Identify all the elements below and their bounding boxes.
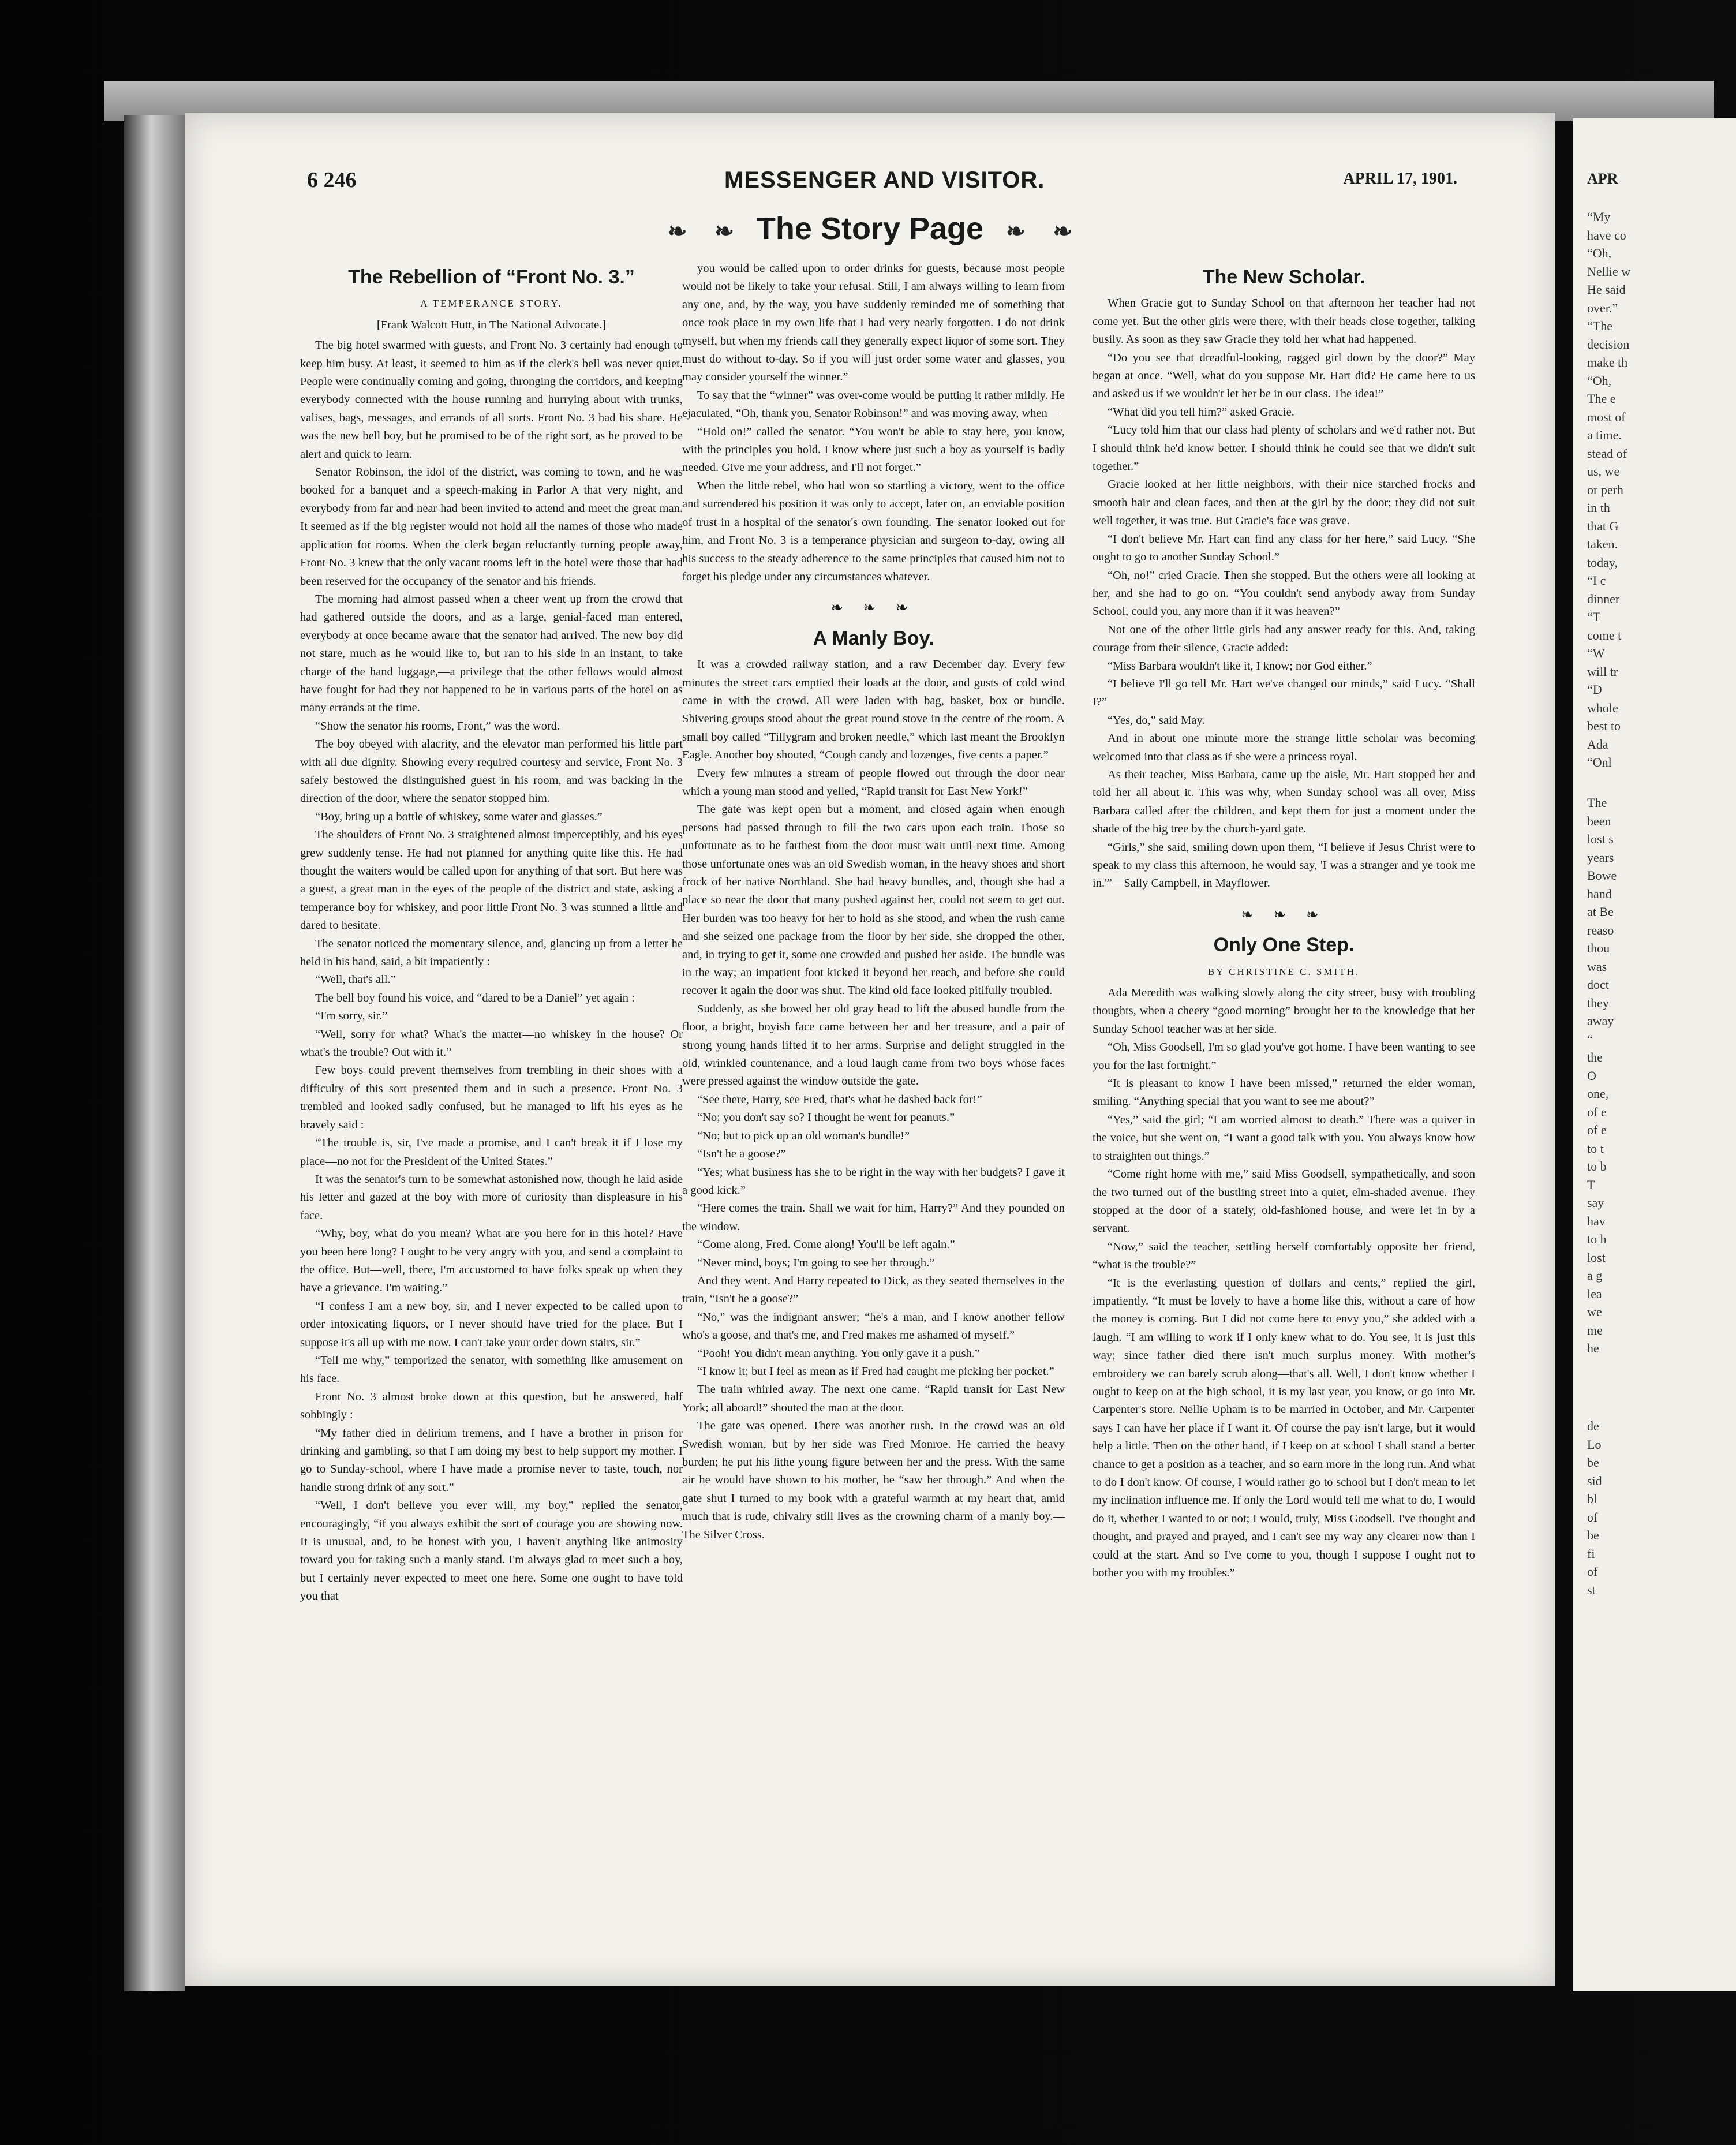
article-subheading: A TEMPERANCE STORY. bbox=[420, 298, 563, 309]
article-body bbox=[1093, 294, 1475, 892]
paragraph: It was a crowded railway station, and a raw December day. Every few minutes the street cars emptied their loads at the door, and gusts of cold wind came in with the crowd. All were laden with bag, basket, box or bundle. Shivering groups stood about the great round stove in the centre of the room. A small boy called “Tillygram and broken needle,” which last meant the Brooklyn Eagle. Another boy shouted, “Cough candy and lozenges, five cents a paper.” bbox=[682, 658, 1065, 762]
paragraph: “I know it; but I feel as mean as if Fred had caught me picking her pocket.” bbox=[697, 1365, 1054, 1378]
paragraph: Gracie looked at her little neighbors, with their nice starched frocks and smooth hair and clean faces, and then at the girl by the door; they did not suit well together, it was true. But Gracie's face was grave. bbox=[1093, 478, 1475, 528]
issue-date: APRIL 17, 1901. bbox=[1343, 170, 1457, 188]
facing-page-text: de Lo be sid bl of be fi of st bbox=[1587, 1419, 1602, 1597]
paragraph: “Well, sorry for what? What's the matter—no whiskey in the house? Or what's the trouble? Out with it.” bbox=[300, 1027, 683, 1059]
paragraph: “Show the senator his rooms, Front,” was the word. bbox=[315, 719, 560, 733]
paragraph: “Why, boy, what do you mean? What are you here for in this hotel? Have you been here long? I ought to be very angry with you, and send a complaint to the office. But—well, there, I'm accustomed to have folks speak up when they have a grievance. I'm waiting.” bbox=[300, 1227, 683, 1295]
masthead bbox=[185, 167, 1555, 196]
article-heading: The New Scholar. bbox=[1202, 266, 1365, 288]
paragraph: “Come along, Fred. Come along! You'll be left again.” bbox=[697, 1238, 955, 1251]
paragraph: The senator noticed the momentary silence, and, glancing up from a letter he held in his hand, said, a bit impatiently : bbox=[300, 937, 683, 969]
paragraph: “Oh, Miss Goodsell, I'm so glad you've got home. I have been wanting to see you for the last fortnight.” bbox=[1093, 1041, 1475, 1072]
paragraph: “It is the everlasting question of dollars and cents,” replied the girl, impatiently. “It must be lovely to have a home like this, without a care of how the money is coming. But I did not come here to envy you,” she added with a laugh. “I am willing to work if I only knew what to do. You see, it is just this way; since father died there isn't much surplus money. With mother's embroidery we can barely scrub along—that's all. Well, I don't know whether I ought to keep on at the high school, it is my last year, you know, or go into Mr. Carpenter's store. Nellie Upham is to be married in October, and Mr. Carpenter says I can have her place if I want it. Of course the pay isn't large, but it would help a little. Then on the other hand, if I keep on at school I shall stand a better chance to get a position as a teacher, and so earn more in the long run. And what to do I don't know. Of course, I would rather go to school but I don't mean to let my inclination influence me. If only the Lord would tell me what to do, I would do it, whether I wanted to or not; I would, truly, Miss Goodsell. I've thought and thought, and prayed and prayed, and I can't see my way any clearer now than I could at the start. And so I've come to you, though I suppose I ought not to bother you with my troubles.” bbox=[1093, 1276, 1475, 1580]
paragraph: “Now,” said the teacher, settling herself comfortably opposite her friend, “what is the trouble?” bbox=[1093, 1240, 1475, 1272]
section-title bbox=[185, 211, 1555, 246]
paragraph: Senator Robinson, the idol of the district, was coming to town, and he was booked for a banquet and a speech-making in Parlor A that very night, and everybody from far and near had been invited to attend and meet the great man. It seemed as if the big register would not hold all the names of those who made application for rooms. When the clerk began reluctantly turning people away, Front No. 3 knew that the only vacant rooms left in the hotel were those that had been reserved for the occupancy of the senator and his friends. bbox=[300, 466, 683, 588]
paragraph: “What did you tell him?” asked Gracie. bbox=[1108, 405, 1294, 418]
column-3 bbox=[1093, 268, 1475, 1582]
paragraph: Suddenly, as she bowed her old gray head to lift the abused bundle from the floor, a bright, boyish face came between her and her treasure, and a pair of strong young hands lifted it to her arms. Surprise and delight struggled in the old, wrinkled countenance, and a loud laugh came from two boys whose faces were pressed against the window outside the gate. bbox=[682, 1002, 1065, 1088]
paragraph: The big hotel swarmed with guests, and Front No. 3 certainly had enough to keep him busy. At least, it seemed to him as if the clerk's bell was never quiet. People were continually coming and going, thronging the corridors, and keeping everybody connected with the house running and hurrying about with trunks, valises, bags, messages, and errands of all sorts. Front No. 3 had his share. He was the new bell boy, but he promised to be of the right sort, as he proved to be alert and quick to learn. bbox=[300, 339, 683, 461]
paragraph: The bell boy found his voice, and “dared to be a Daniel” yet again : bbox=[315, 991, 635, 1004]
paragraph: Ada Meredith was walking slowly along the city street, busy with troubling thoughts, when a cheery “good morning” brought her to the knowledge that her Sunday School teacher was at her side. bbox=[1093, 986, 1475, 1036]
paragraph: To say that the “winner” was over-come would be putting it rather mildly. He ejaculated, “Oh, thank you, Senator Robinson!” and was moving away, when— bbox=[682, 388, 1065, 420]
article-body bbox=[300, 337, 683, 1605]
paragraph: “I'm sorry, sir.” bbox=[315, 1010, 388, 1023]
facing-page-edge bbox=[1573, 118, 1736, 1991]
paragraph: “Girls,” she said, smiling down upon them, “I believe if Jesus Christ were to speak to my class this afternoon, he would say, 'I was a stranger and ye took me in.'”—Sally Campbell, in Mayflower. bbox=[1093, 840, 1475, 890]
newspaper-page bbox=[185, 113, 1555, 1986]
paragraph: “Miss Barbara wouldn't like it, I know; nor God either.” bbox=[1108, 659, 1372, 672]
separator-ornament: ❧ ❧ ❧ bbox=[830, 599, 916, 616]
separator-ornament: ❧ ❧ ❧ bbox=[1241, 906, 1327, 923]
paragraph: “Isn't he a goose?” bbox=[697, 1148, 786, 1161]
column-1 bbox=[300, 268, 683, 1606]
paragraph: “Lucy told him that our class had plenty of scholars and we'd rather not. But I should think he'd know better. I should think he could see that we didn't suit together.” bbox=[1093, 424, 1475, 473]
paragraph: “It is pleasant to know I have been missed,” returned the elder woman, smiling. “Anything special that you want to see me about?” bbox=[1093, 1077, 1475, 1108]
paragraph: “Yes,” said the girl; “I am worried almost to death.” There was a quiver in the voice, but she went on, “I want a good talk with you. You always know how to straighten out things.” bbox=[1093, 1113, 1475, 1163]
paragraph: The shoulders of Front No. 3 straightened almost imperceptibly, and his eyes grew suddenly tense. He had not planned for anything quite like this. He had thought the waiters would be called upon for anything of that sort. But here was a guest, a great man in the eyes of the people of the district and state, asking a temperance boy for whiskey, and poor little Front No. 3 was stunned a little and dared to hesitate. bbox=[300, 828, 683, 932]
article-source: [Frank Walcott Hutt, in The National Advocate.] bbox=[376, 318, 607, 331]
paragraph: “I confess I am a new boy, sir, and I never expected to be called upon to order intoxicating liquors, or I never should have tried for the place. But I suppose it's all up with me now. I can't take your order down stairs, sir.” bbox=[300, 1299, 683, 1349]
paragraph: “I believe I'll go tell Mr. Hart we've changed our minds,” said Lucy. “Shall I?” bbox=[1093, 677, 1475, 709]
article-continuation bbox=[682, 260, 1065, 586]
paragraph: “Come right home with me,” said Miss Goodsell, sympathetically, and soon the two turned out of the bustling street into a quiet, elm-shaded avenue. They stopped at the door of a stately, old-fashioned house, and were let in by a servant. bbox=[1093, 1168, 1475, 1235]
paragraph: “Do you see that dreadful-looking, ragged girl down by the door?” May began at once. “Well, what do you suppose Mr. Hart did? He came here to us and asked us if we wouldn't let her be in our class. The idea!” bbox=[1093, 351, 1475, 401]
article-body bbox=[682, 656, 1065, 1544]
leaf-ornament-icon: ❧ bbox=[1053, 219, 1073, 244]
paragraph: The gate was opened. There was another rush. In the crowd was an old Swedish woman, but by her side was Fred Monroe. He carried the heavy burden; he put his lithe young figure between her and the press. With the same air he would have shown to his mother, he “saw her through.” And when the gate shut I turned to my book with a grateful warmth at my heart that, amid much that is rude, chivalry still lives as the crowning charm of a manly boy.—The Silver Cross. bbox=[682, 1419, 1065, 1541]
section-title-text: The Story Page bbox=[756, 211, 984, 246]
paragraph: “My father died in delirium tremens, and I have a brother in prison for drinking and gambling, so that I am doing my best to help support my mother. I go to Sunday-school, where I have made a promise never to taste, touch, nor handle strong drink of any sort.” bbox=[300, 1426, 683, 1494]
facing-page-text: The been lost s years Bowe hand at Be reaso thou was doct they away “ the O one, of e of e to t to b T say hav to h lost a g lea we me he bbox=[1587, 795, 1617, 1355]
paragraph: you would be called upon to order drinks for guests, because most people would not be likely to take your refusal. Still, I am always willing to learn from any one, and, by the way, you have suddenly reminded me of something that once took place in my own life that I had very nearly forgotten. I do not drink myself, but when my friends call they generally expect liquor of some sort. They must do without to-day. So if you will just order some water and glasses, you may consider yourself the winner.” bbox=[682, 262, 1065, 384]
paragraph: “Oh, no!” cried Gracie. Then she stopped. But the others were all looking at her, and she had to go on. “You couldn't send anybody away from Sunday School, could you, any more than if it was heaven?” bbox=[1093, 569, 1475, 618]
paragraph: “See there, Harry, see Fred, that's what he dashed back for!” bbox=[697, 1093, 982, 1106]
newspaper-title: MESSENGER AND VISITOR. bbox=[724, 167, 1045, 193]
paragraph: “No; but to pick up an old woman's bundle!” bbox=[697, 1129, 910, 1142]
paragraph: And in about one minute more the strange little scholar was becoming welcomed into that class as if she were a princess royal. bbox=[1093, 732, 1475, 763]
article-heading: A Manly Boy. bbox=[813, 627, 934, 649]
paragraph: “Well, I don't believe you ever will, my boy,” replied the senator, encouragingly, “if you always exhibit the sort of courage you are showing now. It is unusual, and, to be honest with you, I haven't anything like animosity toward you for taking such a manly stand. I'm always glad to meet such a boy, but I certainly never expected to meet one here. Some one ought to have told you that bbox=[300, 1499, 683, 1603]
paragraph: Few boys could prevent themselves from trembling in their shoes with a difficulty of this sort presented them and in such a presence. Front No. 3 trembled and looked sadly confused, but he managed to lift his eyes as he bravely said : bbox=[300, 1064, 683, 1131]
paragraph: “Here comes the train. Shall we wait for him, Harry?” And they pounded on the window. bbox=[682, 1202, 1065, 1233]
paragraph: “No; you don't say so? I thought he went for peanuts.” bbox=[697, 1111, 955, 1124]
paragraph: Every few minutes a stream of people flowed out through the door near which a young man stood and yelled, “Rapid transit for East New York!” bbox=[682, 767, 1065, 798]
paragraph: Not one of the other little girls had any answer ready for this. And, taking courage from their silence, Gracie added: bbox=[1093, 623, 1475, 655]
article-heading: The Rebellion of “Front No. 3.” bbox=[348, 266, 635, 288]
paragraph: The gate was kept open but a moment, and closed again when enough persons had passed through to fill the two cars upon each train. Those so unfortunate as to be farthest from the door must wait until next time. Among those unfortunate ones was an old Swedish woman, in the heavy shoes and short frock of her native Northland. She had heavy bundles, and, though she had a place so near the door that many pushed against her, could not seem to get out. Her burden was too heavy for her to hold as she stood, and when the rush came and she seized one package from the floor by her side, she dropped the other, and, in trying to get it, some one crowded and pushed her aside. The bundle was in the way; an impatient foot kicked it beyond her reach, and before she could recover it again the door was shut. The kind old face looked pitifully troubled. bbox=[682, 803, 1065, 997]
paragraph: “Hold on!” called the senator. “You won't be able to stay here, you know, with the principles you hold. I know where just such a boy as yourself is badly needed. Give me your address, and I'll not forget.” bbox=[682, 425, 1065, 474]
paragraph: The boy obeyed with alacrity, and the elevator man performed his little part with all due dignity. Showing every required courtesy and service, Front No. 3 safely bestowed the distinguished guest in his room, and was backing in the direction of the door, where the senator stopped him. bbox=[300, 738, 683, 805]
facing-page-text: “My have co “Oh, Nellie w He said over.” “The decision make th “Oh, The e most of a time. stead of us, we or perh in th that G taken. today, “I c dinner “T come t “W will tr “D whole best to Ada “Onl bbox=[1587, 210, 1631, 769]
paragraph: “Yes; what business has she to be right in the way with her budgets? I gave it a good kick.” bbox=[682, 1165, 1065, 1197]
article-body bbox=[1093, 984, 1475, 1582]
paragraph: “Boy, bring up a bottle of whiskey, some water and glasses.” bbox=[315, 810, 603, 823]
paragraph: “Well, that's all.” bbox=[315, 973, 396, 986]
book-spine bbox=[124, 115, 185, 1991]
leaf-ornament-icon: ❧ bbox=[667, 219, 687, 244]
paragraph: The train whirled away. The next one came. “Rapid transit for East New York; all aboard!” shouted the man at the door. bbox=[682, 1383, 1065, 1414]
paragraph: “I don't believe Mr. Hart can find any class for her here,” said Lucy. “She ought to go to another Sunday School.” bbox=[1093, 532, 1475, 564]
paragraph: When the little rebel, who had won so startling a victory, went to the office and surrendered his position it was only to accept, later on, an enviable position of trust in a hospital of the senator's own founding. The senator looked out for him, and Front No. 3 is a temperance physician and surgeon to-day, owing all his success to the steady adherence to the same principles that caused him not to forget his pledge under any circumstances whatever. bbox=[682, 479, 1065, 583]
paragraph: “Tell me why,” temporized the senator, with something like amusement on his face. bbox=[300, 1354, 683, 1385]
paragraph: As their teacher, Miss Barbara, came up the aisle, Mr. Hart stopped her and told her all about it. This was why, when Sunday school was all over, Miss Barbara called after the children, and kept them for just a moment under the shade of the big tree by the church-yard gate. bbox=[1093, 768, 1475, 836]
paragraph: “The trouble is, sir, I've made a promise, and I can't break it if I lose my place—no not for the President of the United States.” bbox=[300, 1137, 683, 1168]
article-heading: Only One Step. bbox=[1213, 934, 1355, 956]
paragraph: “No,” was the indignant answer; “he's a man, and I know another fellow who's a goose, and that's me, and Fred makes me ashamed of myself.” bbox=[682, 1310, 1065, 1342]
paragraph: “Never mind, boys; I'm going to see her through.” bbox=[697, 1256, 935, 1269]
paragraph: The morning had almost passed when a cheer went up from the crowd that had gathered outside the doors, and as a large, genial-faced man entered, everybody at once became aware that the senator had arrived. The new boy did not stare, much as he would like to, but ran to his side in an instant, to take charge of the hand luggage,—a privilege that the other fellows would almost have fought for had they not happened to be in various parts of the hotel on as many errands at the time. bbox=[300, 592, 683, 715]
leaf-ornament-icon: ❧ bbox=[714, 219, 734, 244]
leaf-ornament-icon: ❧ bbox=[1006, 219, 1026, 244]
article-byline: BY CHRISTINE C. SMITH. bbox=[1207, 966, 1360, 977]
page-number: 6 246 bbox=[307, 168, 357, 192]
paragraph: And they went. And Harry repeated to Dick, as they seated themselves in the train, “Isn't he a goose?” bbox=[682, 1274, 1065, 1306]
column-2 bbox=[682, 260, 1065, 1544]
paragraph: “Yes, do,” said May. bbox=[1108, 713, 1205, 727]
paragraph: Front No. 3 almost broke down at this question, but he answered, half sobbingly : bbox=[300, 1390, 683, 1422]
paragraph: “Pooh! You didn't mean anything. You only gave it a push.” bbox=[697, 1347, 980, 1360]
paragraph: When Gracie got to Sunday School on that afternoon her teacher had not come yet. But the other girls were there, with their heads close together, talking busily. As soon as they saw Gracie they told her what had happened. bbox=[1093, 297, 1475, 346]
paragraph: It was the senator's turn to be somewhat astonished now, though he laid aside his letter and gazed at the boy with more of curiosity than displeasure in his face. bbox=[300, 1172, 683, 1222]
facing-page-header: APR bbox=[1587, 170, 1618, 187]
